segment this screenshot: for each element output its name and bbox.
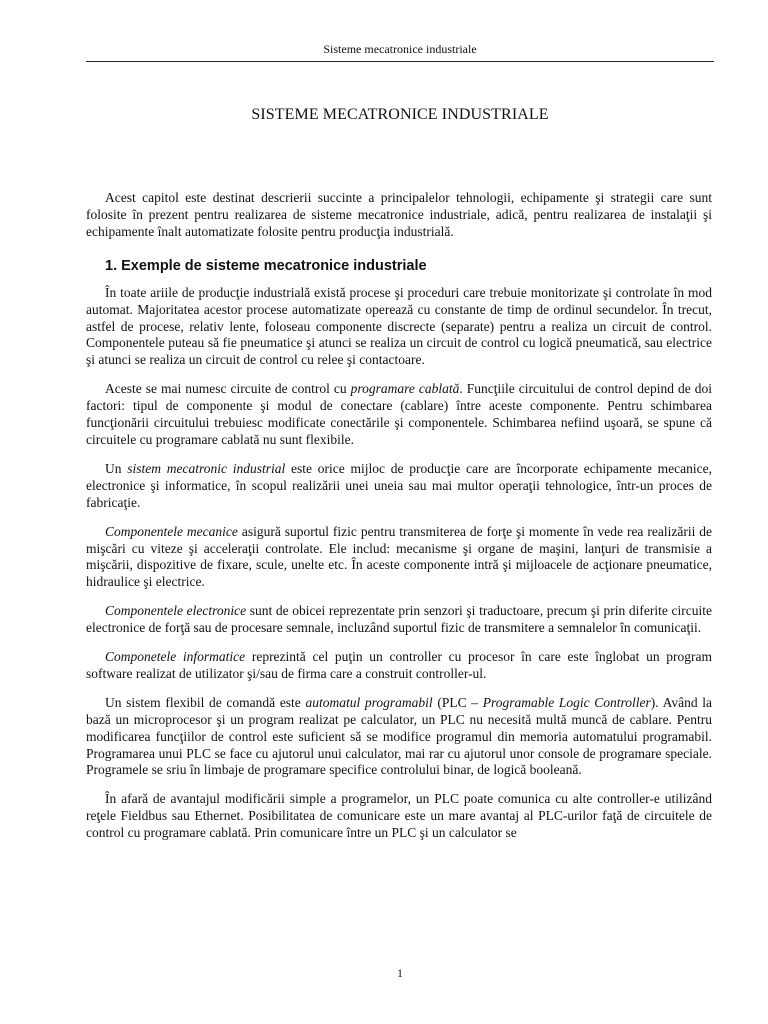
paragraph-2-emphasis: programare cablată xyxy=(350,381,460,397)
paragraph-7-text-a: Un sistem flexibil de comandă este xyxy=(105,694,306,710)
paragraph-6-emphasis: Componetele informatice xyxy=(105,649,246,665)
header-rule xyxy=(86,61,714,62)
paragraph-5-emphasis: Componentele electronice xyxy=(105,603,247,619)
paragraph-4 xyxy=(86,524,712,592)
paragraph-2 xyxy=(86,381,712,449)
paragraph-7-emphasis-b: Programable Logic Controller xyxy=(482,694,651,710)
paragraph-6 xyxy=(86,649,712,683)
paragraph-3-text-a: Un xyxy=(105,460,128,476)
paragraph-1: În toate ariile de producţie industrială există procese şi proceduri care trebuie monitorizate şi controlate în mod automat. Majoritatea acestor procese automatizate operează cu constante de timp de ordinul secundelor. În trecut, astfel de procese, relativ lente, foloseau componente discrecte (separate) pentru a realiza un circuit de control. Componentele puteau să fie pneumatice şi atunci se realiza un circuit de control cu logică pneumatică, sau electrice şi atunci se realiza un circuit de control cu relee şi contactoare. xyxy=(86,284,712,368)
paragraph-7 xyxy=(86,695,712,780)
paragraph-7-emphasis-a: automatul programabil xyxy=(305,694,433,710)
paragraph-2-text-a: Aceste se mai numesc circuite de control cu xyxy=(105,381,351,397)
document-title: SISTEME MECATRONICE INDUSTRIALE xyxy=(251,106,549,123)
paragraph-4-text: asigură suportul fizic pentru transmiterea de forţe şi momente în vede rea realizării de mişcări cu viteze şi acceleraţii controlate. Ele includ: mecanisme şi organe de maşini, lanţuri de transmisie a mişcării, dispozitive de fixare, scule, unelte etc. În aceste componente intră şi mijloacele de acţionare pneumatice, hidraulice şi electrice. xyxy=(86,523,712,590)
paragraph-7-text-c: ). Având la bază un microprocesor şi un program realizat pe calculator, un PLC nu necesită multă muncă de cablare. Pentru modificarea funcţiilor de control este suficient să se modifice programul din memoria automatului programabil. Programarea unui PLC se face cu ajutorul unui calculator, mai rar cu ajutorul unor console de programare speciale. Programele se sriu în limbaje de programare specifice controlului binar, de logică booleană. xyxy=(86,694,712,778)
body-text xyxy=(86,190,712,854)
page-number: 1 xyxy=(397,966,403,980)
section-heading: 1. Exemple de sisteme mecatronice industriale xyxy=(105,257,427,274)
paragraph-7-text-b: (PLC – xyxy=(432,694,483,710)
paragraph-6-text: reprezintă cel puţin un controller cu procesor în care este înglobat un program software realizat de utilizator şi/sau de firma care a construit controller-ul. xyxy=(86,649,712,681)
paragraph-4-emphasis: Componentele mecanice xyxy=(105,523,238,539)
paragraph-5-text: sunt de obicei reprezentate prin senzori şi traductoare, precum şi prin diferite circuite electronice de forţă sau de procesare semnale, incluzând suportul fizic de transmitere a semnalelor în comunicaţii. xyxy=(86,603,712,636)
paragraph-8: În afară de avantajul modificării simple a programelor, un PLC poate comunica cu alte controller-e utilizând reţele Fieldbus sau Ethernet. Posibilitatea de comunicare este un mare avantaj al PLC-urilor faţă de circuitele de control cu programare cablată. Prin comunicare între un PLC şi un calculator se xyxy=(86,791,712,841)
running-header: Sisteme mecatronice industriale xyxy=(323,42,477,56)
intro-paragraph: Acest capitol este destinat descrierii succinte a principalelor tehnologii, echipamente şi strategii care sunt folosite în prezent pentru realizarea de sisteme mecatronice industriale, adică, pentru realizarea de instalaţii şi echipamente înalt automatizate folosite pentru producţia industrială. xyxy=(86,190,712,239)
paragraph-2-text-b: . Funcţiile circuitului de control depind de doi factori: tipul de componente şi modul de conectare (cablare) între aceste componente. Pentru schimbarea funcţionării circuitului trebuiesc modificate conectările şi componentele. Schimbarea nefiind uşoară, se spune că circuitele cu programare cablată nu sunt flexibile. xyxy=(86,381,712,447)
paragraph-3-text-b: este orice mijloc de producţie care are încorporate echipamente mecanice, electronice şi informatice, în scopul realizării unei uneia sau mai multor operaţii tehnologice, într-un proces de fabricaţie. xyxy=(86,460,713,510)
paragraph-3-emphasis: sistem mecatronic industrial xyxy=(127,460,286,476)
paragraph-3 xyxy=(86,461,712,512)
paragraph-5 xyxy=(86,603,712,637)
